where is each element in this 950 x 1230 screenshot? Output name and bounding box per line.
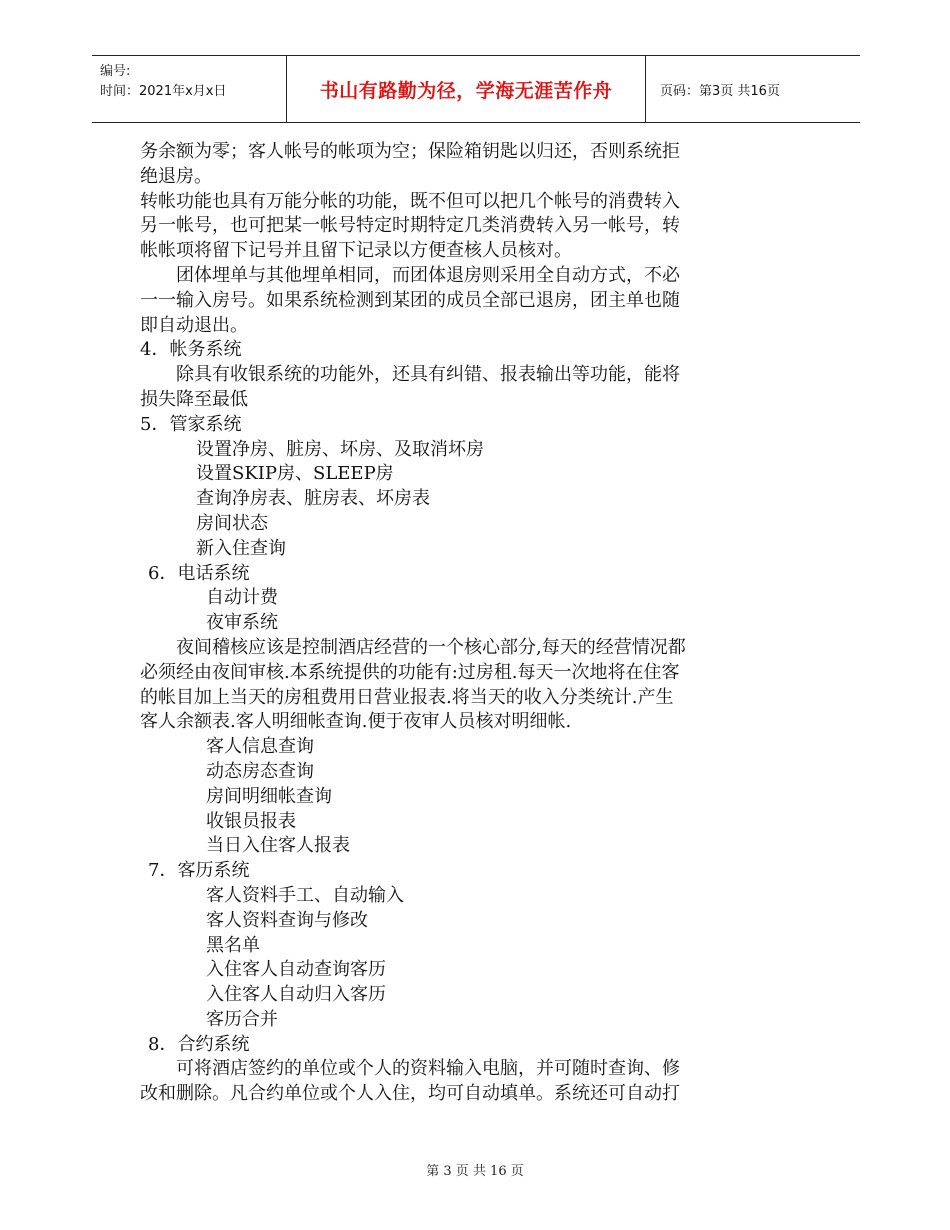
section-heading: 6．电话系统 xyxy=(148,562,250,584)
paragraph-line: 损失降至最低 xyxy=(140,388,248,410)
list-item: 房间状态 xyxy=(196,512,268,534)
list-item: 动态房态查询 xyxy=(206,760,314,782)
list-item: 查询净房表、脏房表、坏房表 xyxy=(196,488,430,510)
list-item: 客人资料查询与修改 xyxy=(206,909,368,931)
list-item: 自动计费 xyxy=(206,587,278,609)
paragraph-line: 务余额为零；客人帐号的帐项为空；保险箱钥匙以归还，否则系统拒 xyxy=(140,141,680,162)
paragraph-line: 除具有收银系统的功能外，还具有纠错、报表输出等功能，能将 xyxy=(176,364,680,386)
section-heading: 8．合约系统 xyxy=(148,1033,250,1055)
list-item: 入住客人自动归入客历 xyxy=(206,984,386,1006)
section-heading: 4．帐务系统 xyxy=(140,339,242,361)
page-header xyxy=(92,55,860,123)
list-item: 客历合并 xyxy=(206,1008,278,1030)
header-motto-cell xyxy=(286,56,646,122)
paragraph-line: 团体埋单与其他埋单相同，而团体退房则采用全自动方式，不必 xyxy=(176,264,680,286)
list-item: 房间明细帐查询 xyxy=(206,785,332,807)
paragraph-line: 转帐功能也具有万能分帐的功能，既不但可以把几个帐号的消费转入 xyxy=(140,190,680,212)
list-item: 当日入住客人报表 xyxy=(206,835,350,857)
section-heading: 5．管家系统 xyxy=(140,413,242,435)
list-item: 客人信息查询 xyxy=(206,736,314,758)
paragraph-line: 夜间稽核应该是控制酒店经营的一个核心部分,每天的经营情况都 xyxy=(176,636,686,658)
header-meta xyxy=(100,62,226,102)
list-item: 新入住查询 xyxy=(196,537,286,559)
document-number-label: 编号: xyxy=(100,64,131,79)
document-body xyxy=(140,140,815,1107)
paragraph-line: 客人余额表.客人明细帐查询.便于夜审人员核对明细帐. xyxy=(140,711,572,733)
paragraph-line: 帐帐项将留下记号并且留下记录以方便查核人员核对。 xyxy=(140,240,572,262)
paragraph-line: 绝退房。 xyxy=(140,165,212,187)
paragraph-line: 另一帐号，也可把某一帐号特定时期特定几类消费转入另一帐号，转 xyxy=(140,215,680,237)
paragraph-line: 改和删除。凡合约单位或个人入住，均可自动填单。系统还可自动打 xyxy=(140,1083,680,1105)
list-item: 客人资料手工、自动输入 xyxy=(206,884,404,906)
page-footer: 第 3 页 共 16 页 xyxy=(426,1164,524,1179)
list-item: 入住客人自动查询客历 xyxy=(206,959,386,981)
list-item: 设置净房、脏房、坏房、及取消坏房 xyxy=(196,438,484,460)
list-item: 设置SKIP房、SLEEP房 xyxy=(196,463,394,485)
paragraph-line: 必须经由夜间审核.本系统提供的功能有:过房租.每天一次地将在住客 xyxy=(140,661,680,683)
header-motto: 书山有路勤为径，学海无涯苦作舟 xyxy=(319,79,613,102)
header-page-info: 页码：第3页 共16页 xyxy=(660,83,780,99)
paragraph-line: 的帐目加上当天的房租费用日营业报表.将当天的收入分类统计.产生 xyxy=(140,686,674,708)
document-time-label: 时间：2021年x月x日 xyxy=(100,84,227,99)
section-heading: 7．客历系统 xyxy=(148,860,250,882)
list-item: 收银员报表 xyxy=(206,810,296,832)
list-item: 夜审系统 xyxy=(206,612,278,634)
paragraph-line: 一一输入房号。如果系统检测到某团的成员全部已退房，团主单也随 xyxy=(140,289,680,311)
paragraph-line: 即自动退出。 xyxy=(140,314,248,336)
list-item: 黑名单 xyxy=(206,934,260,956)
paragraph-line: 可将酒店签约的单位或个人的资料输入电脑，并可随时查询、修 xyxy=(176,1058,680,1080)
